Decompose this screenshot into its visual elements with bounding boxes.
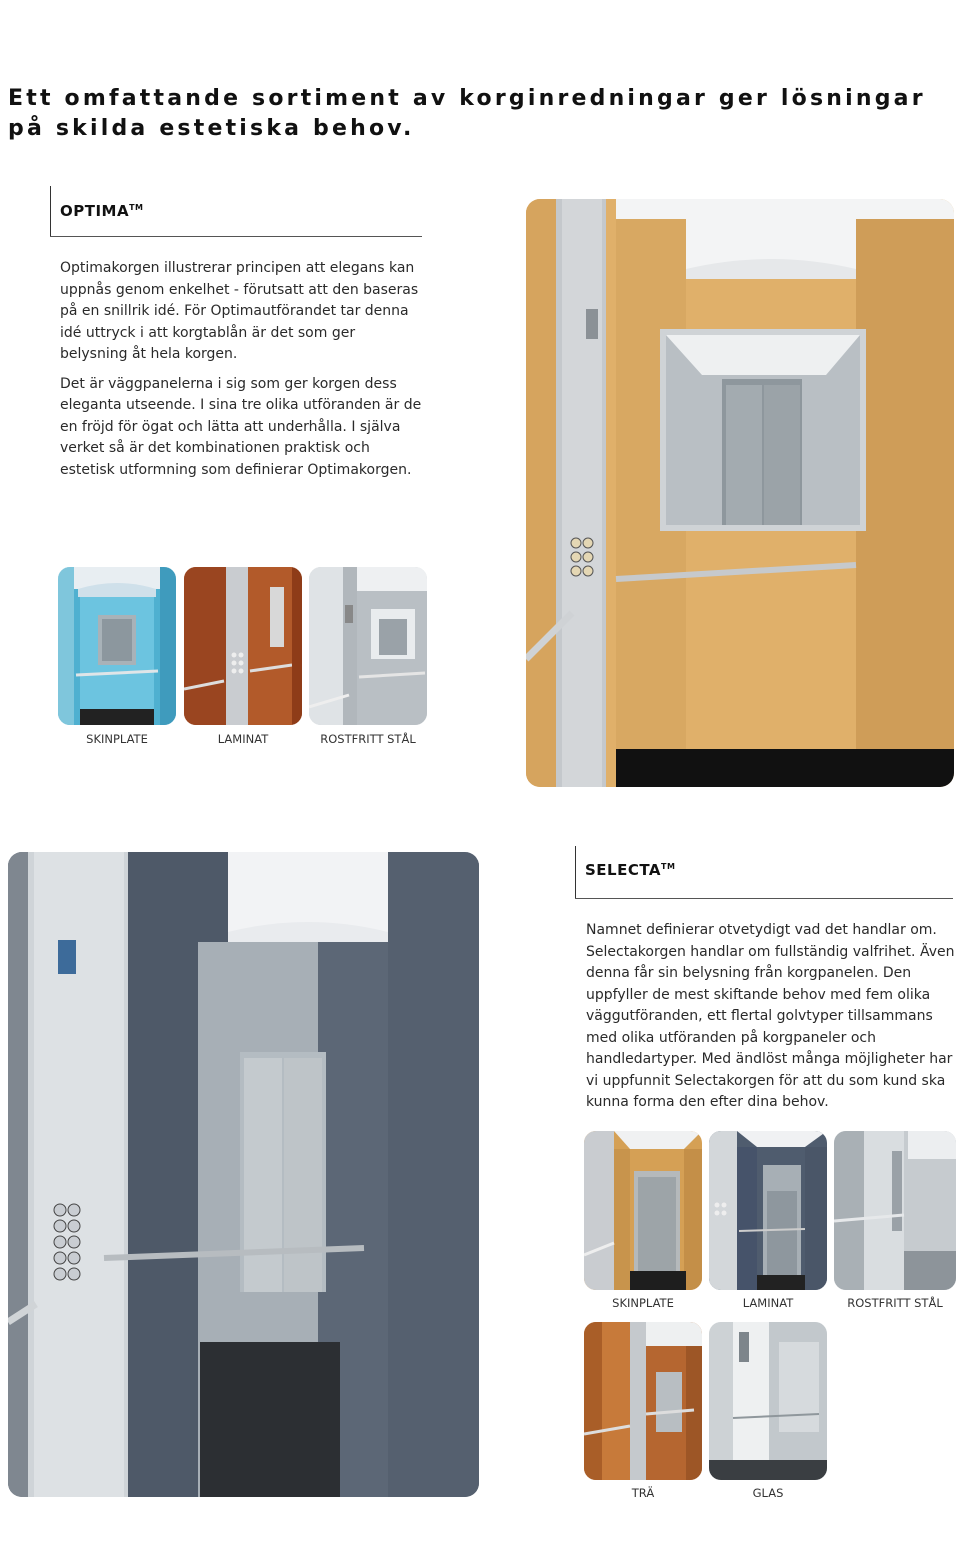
optima-caption-rostfritt: ROSTFRITT STÅL [320, 732, 416, 746]
optima-main-photo [526, 199, 954, 787]
selecta-skinplate-photo [584, 1131, 702, 1290]
selecta-laminat-photo [709, 1131, 827, 1290]
optima-body [60, 258, 426, 489]
optima-skinplate-photo [58, 567, 176, 725]
selecta-horizontal-rule [575, 898, 953, 899]
optima-title: OPTIMA™ [60, 202, 144, 220]
selecta-glas-photo [709, 1322, 827, 1480]
optima-paragraph-2: Det är väggpanelerna i sig som ger korgen dess eleganta utseende. I sina tre olika utföranden är de en fröjd för ögat och lätta att underhålla. I själva verket så är det kombinationen praktisk och estetisk utformning som definierar Optimakorgen. [60, 375, 422, 478]
selecta-title: SELECTA™ [585, 861, 676, 879]
page-heading: Ett omfattande sortiment av korginredningar ger lösningar på skilda estetiska behov. [8, 86, 926, 141]
selecta-paragraph: Namnet definierar otvetydigt vad det handlar om. Selectakorgen handlar om fullständig valfrihet. Även denna får sin belysning från korgpanelen. Den uppfyller de mest skiftande behov med fem olika väggutföranden, ett flertal golvtyper tillsammans med olika utföranden på korgpaneler och handledartyper. Med ändlöst många möjligheter har vi uppfunnit Selectakorgen för att du som kund ska kunna forma den efter dina behov. [586, 922, 955, 1110]
selecta-vertical-rule [575, 846, 576, 898]
selecta-caption-skinplate: SKINPLATE [612, 1296, 674, 1310]
optima-horizontal-rule [50, 236, 422, 237]
optima-rostfritt-photo [309, 567, 427, 725]
selecta-main-photo [8, 852, 479, 1497]
selecta-rostfritt-photo [834, 1131, 956, 1290]
selecta-tra-photo [584, 1322, 702, 1480]
selecta-body [586, 920, 956, 1122]
selecta-caption-tra: TRÄ [631, 1486, 655, 1500]
optima-paragraph-1: Optimakorgen illustrerar principen att elegans kan uppnås genom enkelhet - förutsatt att den baseras på en snillrik idé. För Optimautförandet tar denna idé uttryck i att korgtablån är det som ger belysning åt hela korgen. [60, 260, 419, 362]
selecta-caption-rostfritt: ROSTFRITT STÅL [847, 1296, 943, 1310]
selecta-caption-laminat: LAMINAT [742, 1296, 794, 1310]
optima-caption-skinplate: SKINPLATE [86, 732, 148, 746]
selecta-caption-glas: GLAS [752, 1486, 784, 1500]
optima-vertical-rule [50, 186, 51, 236]
optima-caption-laminat: LAMINAT [217, 732, 269, 746]
optima-laminat-photo [184, 567, 302, 725]
